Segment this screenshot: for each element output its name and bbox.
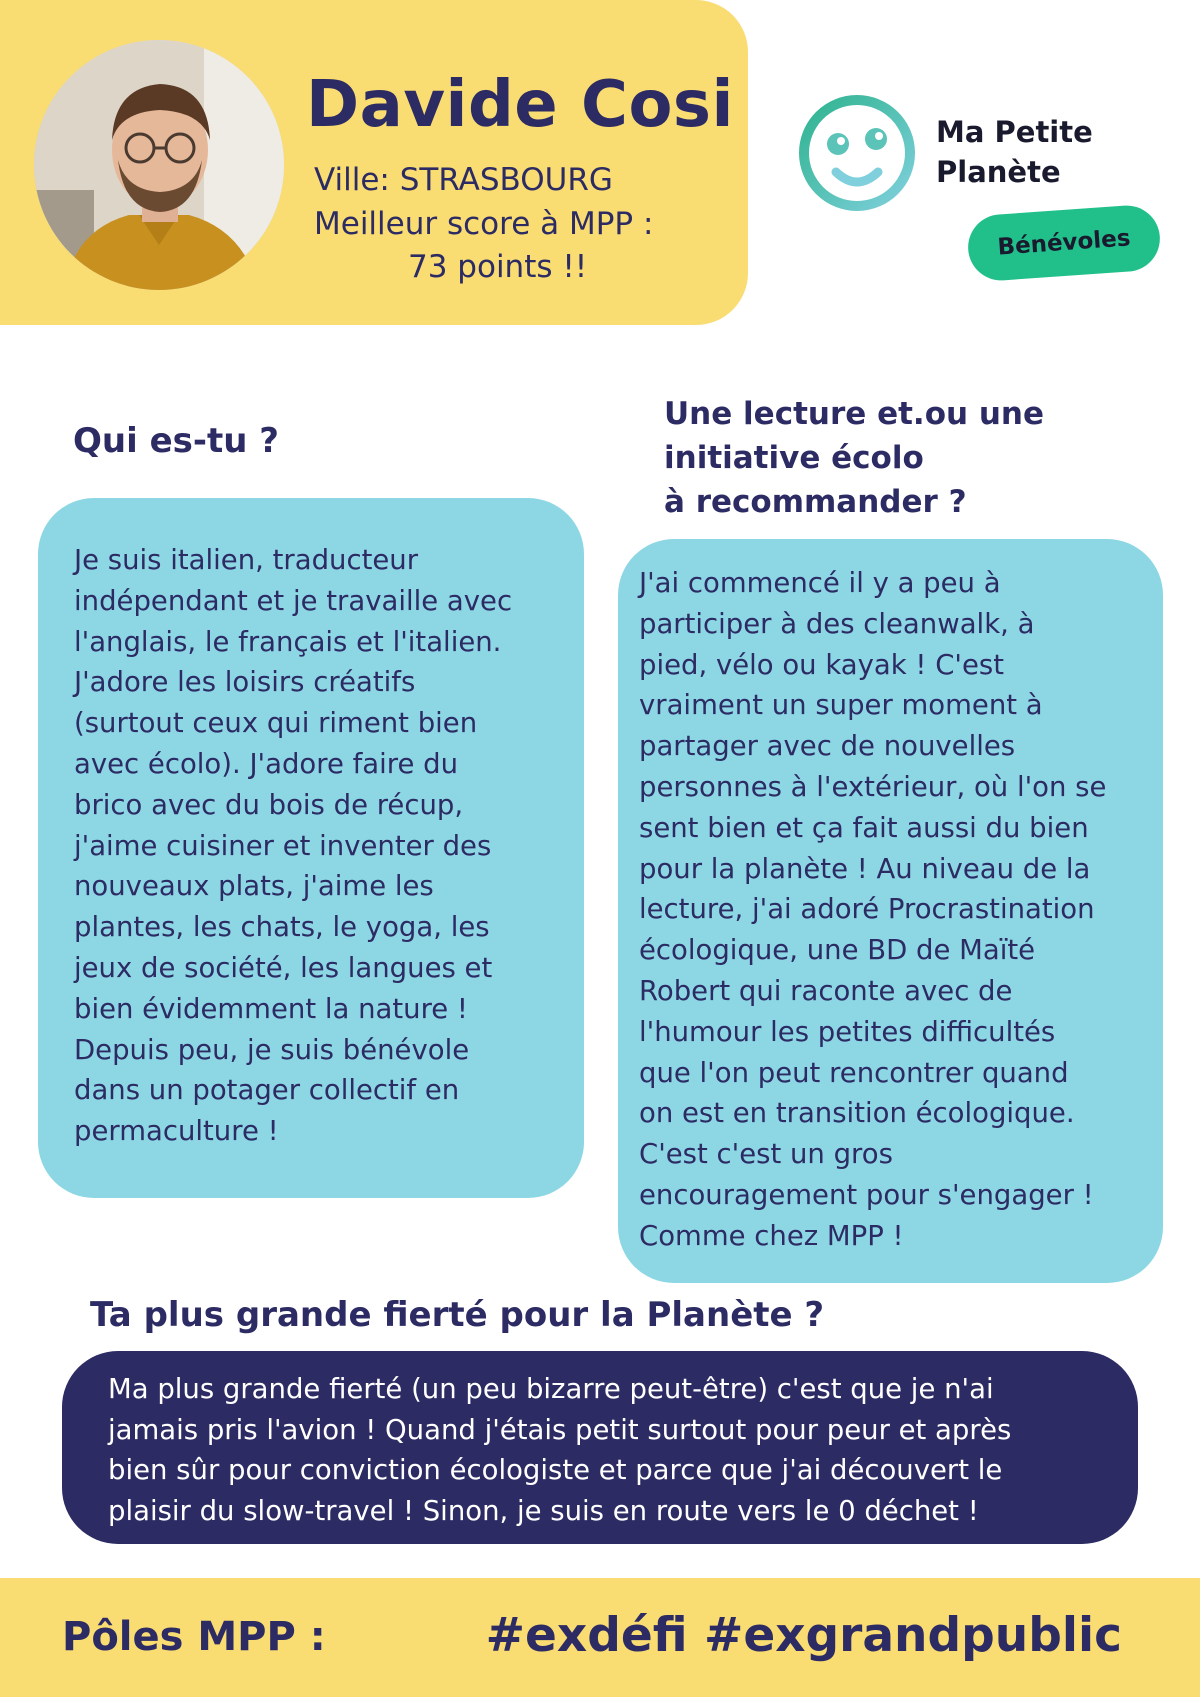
- brand-name-line1: Ma Petite: [936, 115, 1093, 149]
- hashtags: #exdéfi #exgrandpublic: [485, 1608, 1122, 1663]
- answer-card-who-are-you: [38, 498, 584, 1198]
- answer-text-recommendation: J'ai commencé il y a peu à participer à des cleanwalk, à pied, vélo ou kayak ! C'est vraiment un super moment à partager avec de nouvelles personnes à l'extérieur, où l'on se sent bien et ça fait aussi du bien pour la planète ! Au niveau de la lecture, j'ai adoré Procrastination écologique, une BD de Maïté Robert qui raconte avec de l'humour les petites difficultés que l'on peut rencontrer quand on est en transition écologique. C'est c'est un gros encouragement pour s'engager ! Comme chez MPP !: [639, 567, 1107, 1252]
- poles-label: Pôles MPP :: [62, 1614, 326, 1660]
- answer-card-proudest: [62, 1351, 1138, 1544]
- answer-text-proudest: Ma plus grande fierté (un peu bizarre peut-être) c'est que je n'ai jamais pris l'avion ! Quand j'étais petit surtout pour peur et après bien sûr pour conviction écologiste et parce que j'ai découvert le plaisir du slow-travel ! Sinon, je suis en route vers le 0 déchet !: [108, 1373, 1012, 1527]
- best-score-value: 73 points !!: [408, 249, 588, 285]
- header-banner: [0, 0, 748, 325]
- brand-name: [936, 112, 1093, 192]
- question-who-are-you: Qui es-tu ?: [73, 421, 280, 461]
- answer-card-recommendation: [618, 539, 1163, 1283]
- best-score-label: Meilleur score à MPP :: [314, 206, 654, 242]
- volunteers-badge: Bénévoles: [966, 203, 1162, 282]
- profile-name: Davide Cosi: [306, 68, 734, 142]
- answer-text-who-are-you: Je suis italien, traducteur indépendant et je travaille avec l'anglais, le français et l'italien. J'adore les loisirs créatifs (surtout ceux qui riment bien avec écolo). J'adore faire du brico avec du bois de récup, j'aime cuisiner et inventer des nouveaux plats, j'aime les plantes, les chats, le yoga, les jeux de société, les langues et bien évidemment la nature ! Depuis peu, je suis bénévole dans un potager collectif en permaculture !: [74, 544, 513, 1148]
- portrait-photo: [34, 40, 284, 290]
- avatar: [34, 40, 284, 290]
- question-proudest: Ta plus grande fierté pour la Planète ?: [90, 1295, 825, 1335]
- profile-city: Ville: STRASBOURG: [314, 162, 613, 198]
- footer-banner: [0, 1578, 1200, 1697]
- question-recommendation: Une lecture et.ou une initiative écolo à recommander ?: [664, 396, 1045, 520]
- brand-name-line2: Planète: [936, 155, 1061, 189]
- smiley-logo-icon: [796, 92, 918, 214]
